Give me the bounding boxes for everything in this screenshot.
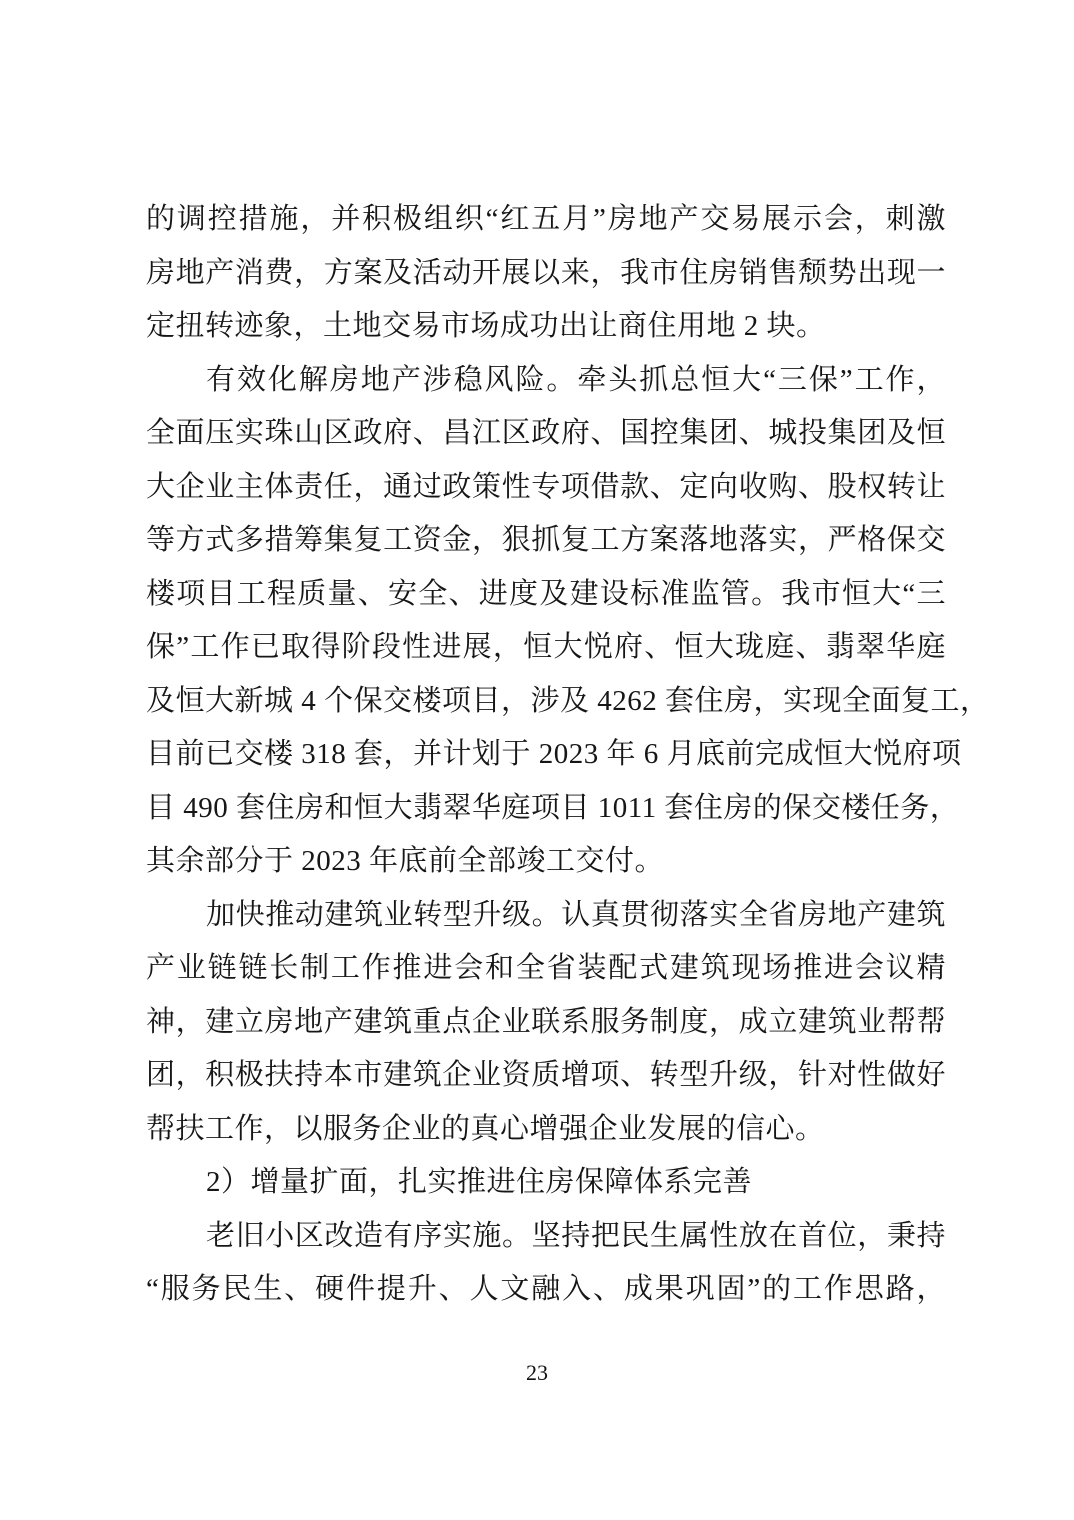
text-line: 神，建立房地产建筑重点企业联系服务制度，成立建筑业帮帮: [146, 1005, 946, 1038]
text-line: 团，积极扶持本市建筑企业资质增项、转型升级，针对性做好: [146, 1059, 946, 1091]
text-line: 及恒大新城 4 个保交楼项目，涉及 4262 套住房，实现全面复工，: [146, 684, 990, 717]
text-line: 全面压实珠山区政府、昌江区政府、国控集团、城投集团及恒: [146, 417, 946, 449]
text-line: 等方式多措筹集复工资金，狠抓复工方案落地落实，严格保交: [146, 524, 946, 556]
text-line: 加快推动建筑业转型升级。认真贯彻落实全省房地产建筑: [206, 898, 946, 931]
text-line: “服务民生、硬件提升、人文融入、成果巩固”的工作思路，: [146, 1273, 946, 1305]
text-line: 定扭转迹象，土地交易市场成功出让商住用地 2 块。: [146, 310, 826, 342]
page-number: 23: [526, 1360, 548, 1385]
text-line: 保”工作已取得阶段性进展，恒大悦府、恒大珑庭、翡翠华庭: [146, 631, 946, 663]
section-heading-line: 2）增量扩面，扎实推进住房保障体系完善: [206, 1166, 753, 1198]
body-text: [146, 193, 990, 1317]
text-line: 的调控措施，并积极组织“红五月”房地产交易展示会，刺激: [146, 203, 946, 235]
text-line: 大企业主体责任，通过政策性专项借款、定向收购、股权转让: [146, 470, 946, 503]
text-line: 有效化解房地产涉稳风险。牵头抓总恒大“三保”工作，: [206, 363, 946, 396]
text-line: 房地产消费，方案及活动开展以来，我市住房销售颓势出现一: [146, 256, 946, 289]
text-line: 老旧小区改造有序实施。坚持把民生属性放在首位，秉持: [206, 1219, 946, 1252]
text-line: 其余部分于 2023 年底前全部竣工交付。: [146, 845, 665, 877]
text-line: 楼项目工程质量、安全、进度及建设标准监管。我市恒大“三: [146, 577, 946, 610]
text-line: 目 490 套住房和恒大翡翠华庭项目 1011 套住房的保交楼任务，: [146, 791, 960, 824]
text-line: 产业链链长制工作推进会和全省装配式建筑现场推进会议精: [146, 952, 946, 984]
text-line: 目前已交楼 318 套，并计划于 2023 年 6 月底前完成恒大悦府项: [146, 738, 962, 770]
text-line: 帮扶工作，以服务企业的真心增强企业发展的信心。: [146, 1112, 825, 1145]
